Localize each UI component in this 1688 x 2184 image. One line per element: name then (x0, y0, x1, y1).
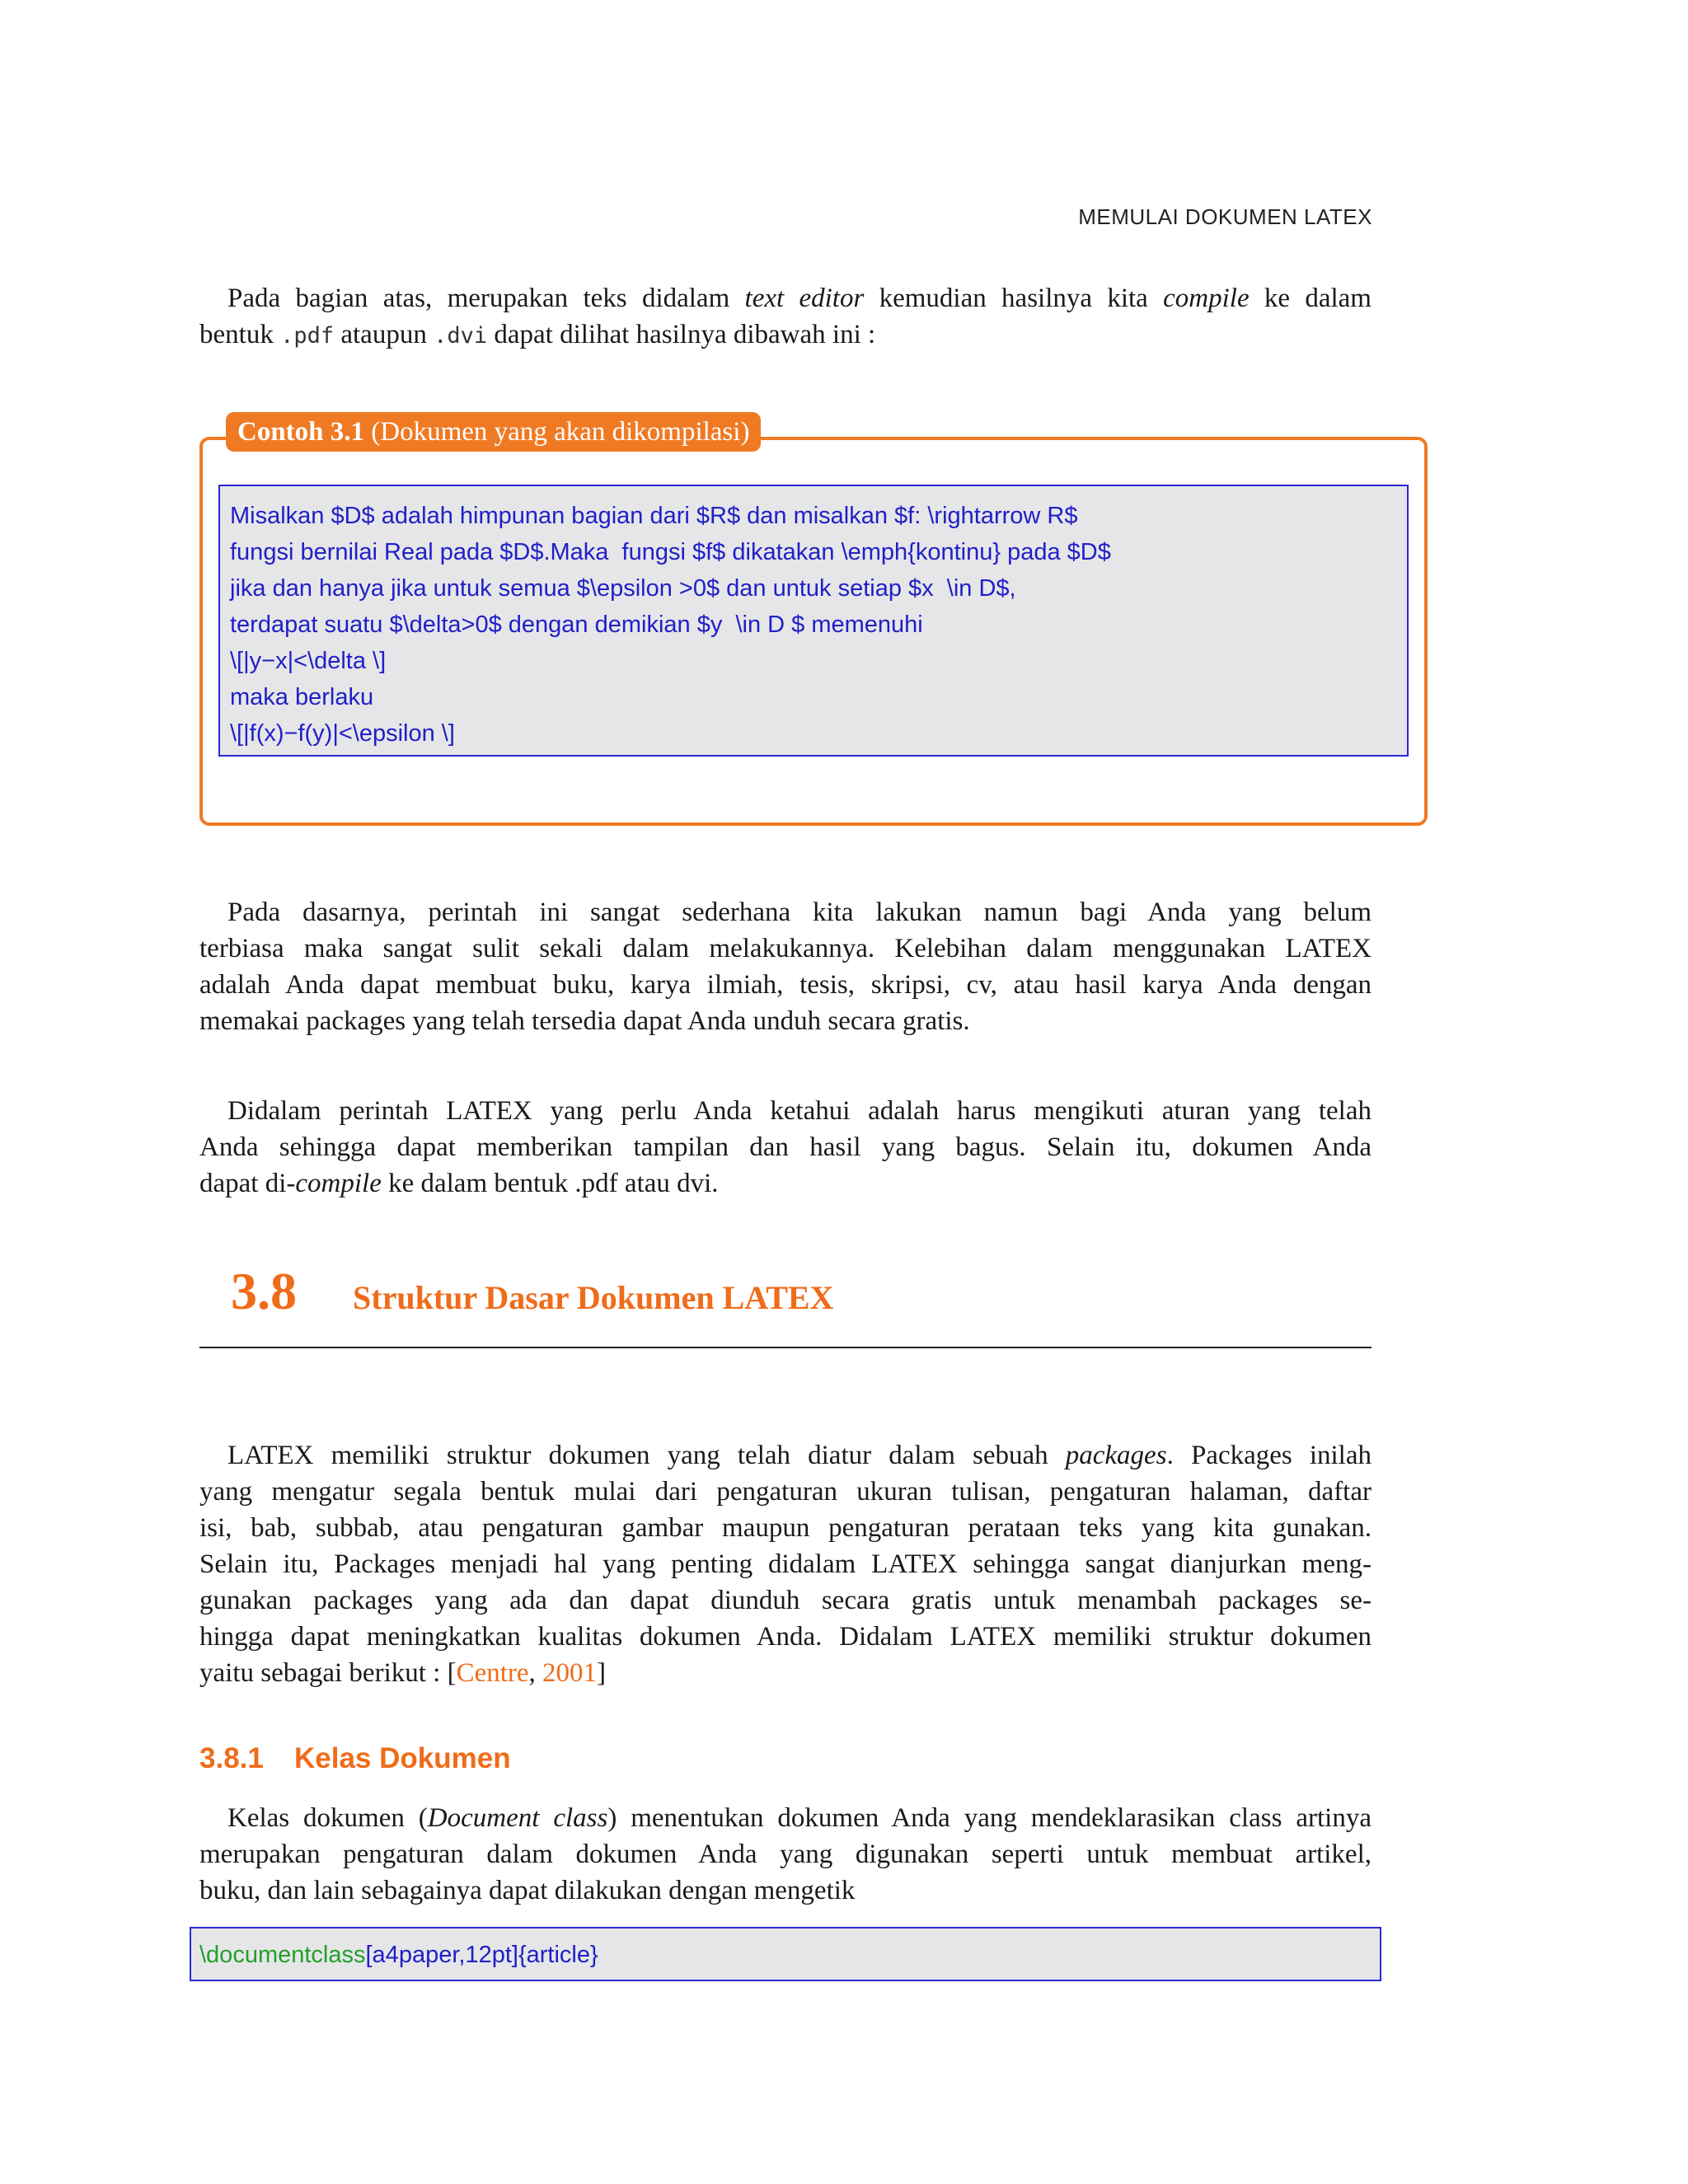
paragraph-line: yang mengatur segala bentuk mulai dari pengaturan ukuran tulisan, pengaturan halaman, daftar (199, 1477, 1372, 1507)
paragraph-line: adalah Anda dapat membuat buku, karya ilmiah, tesis, skripsi, cv, atau hasil karya Anda dengan (199, 970, 1372, 1000)
paragraph-line: yaitu sebagai berikut : [Centre, 2001] (199, 1658, 607, 1688)
section-number: 3.8 (231, 1262, 297, 1320)
code-argument: {article} (518, 1942, 598, 1968)
paragraph-line: memakai packages yang telah tersedia dapat Anda unduh secara gratis. (199, 1006, 970, 1036)
code-line: fungsi bernilai Real pada $D$.Maka fungsi $f$ dikatakan \emph{kontinu} pada $D$ (230, 539, 1111, 565)
code-line: \[|y−x|<\delta \] (230, 648, 387, 674)
paragraph-line: Pada dasarnya, perintah ini sangat sederhana kita lakukan namun bagi Anda yang belum (227, 898, 1372, 927)
citation-year-link[interactable]: 2001 (542, 1658, 598, 1688)
running-header: MEMULAI DOKUMEN LATEX (1078, 204, 1372, 229)
paragraph-line: terbiasa maka sangat sulit sekali dalam melakukannya. Kelebihan dalam menggunakan LATEX (199, 934, 1372, 963)
paragraph-line: Kelas dokumen (Document class) menentukan dokumen Anda yang mendeklarasikan class artinya (227, 1803, 1372, 1833)
paragraph-rules (199, 1093, 1372, 1202)
paragraph-line: dapat di-compile ke dalam bentuk .pdf atau dvi. (199, 1169, 719, 1198)
example-code-block (218, 485, 1409, 757)
paragraph-line: hingga dapat meningkatkan kualitas dokumen Anda. Didalam LATEX memiliki struktur dokumen (199, 1622, 1372, 1652)
paragraph-line: Anda sehingga dapat memberikan tampilan dan hasil yang bagus. Selain itu, dokumen Anda (199, 1132, 1372, 1162)
paragraph-intro (199, 280, 1372, 354)
code-line: terdapat suatu $\delta>0$ dengan demikian $y \in D $ memenuhi (230, 612, 923, 638)
documentclass-code (190, 1927, 1381, 1981)
paragraph-line: isi, bab, subbab, atau pengaturan gambar maupun pengaturan perataan teks yang kita gunakan. (199, 1513, 1372, 1543)
example-label: Contoh 3.1 (Dokumen yang akan dikompilasi) (226, 412, 761, 452)
code-line: jika dan hanya jika untuk semua $\epsilon >0$ dan untuk setiap $x \in D$, (230, 575, 1016, 602)
section-divider (199, 1347, 1372, 1348)
section-heading (231, 1261, 833, 1322)
section-title: Struktur Dasar Dokumen LATEX (353, 1279, 834, 1316)
paragraph-line: Pada bagian atas, merupakan teks didalam text editor kemudian hasilnya kita compile ke dalam (227, 284, 1372, 313)
subsection-title: Kelas Dokumen (294, 1742, 511, 1774)
code-options: [a4paper,12pt] (365, 1942, 518, 1968)
paragraph-line: LATEX memiliki struktur dokumen yang telah diatur dalam sebuah packages. Packages inilah (227, 1441, 1372, 1470)
paragraph-document-class (199, 1800, 1372, 1909)
paragraph-line: buku, dan lain sebagainya dapat dilakukan dengan mengetik (199, 1876, 856, 1905)
citation-link[interactable]: Centre (456, 1658, 529, 1688)
paragraph-line: Didalam perintah LATEX yang perlu Anda ketahui adalah harus mengikuti aturan yang telah (227, 1096, 1372, 1126)
paragraph-line: Selain itu, Packages menjadi hal yang penting didalam LATEX sehingga sangat dianjurkan meng- (199, 1549, 1372, 1579)
paragraph-line: gunakan packages yang ada dan dapat diunduh secara gratis untuk menambah packages se- (199, 1586, 1372, 1615)
paragraph-line: bentuk .pdf ataupun .dvi dapat dilihat hasilnya dibawah ini : (199, 320, 876, 349)
code-line: \[|f(x)−f(y)|<\epsilon \] (230, 720, 455, 747)
code-line: Misalkan $D$ adalah himpunan bagian dari $R$ dan misalkan $f: \rightarrow R$ (230, 503, 1078, 529)
code-line: maka berlaku (230, 684, 374, 710)
paragraph-line: merupakan pengaturan dalam dokumen Anda yang digunakan seperti untuk membuat artikel, (199, 1840, 1372, 1869)
subsection-number: 3.8.1 (199, 1742, 264, 1774)
paragraph-structure (199, 1437, 1372, 1691)
code-command: \documentclass (199, 1942, 366, 1968)
paragraph-advantages (199, 894, 1372, 1039)
subsection-heading (199, 1742, 511, 1775)
